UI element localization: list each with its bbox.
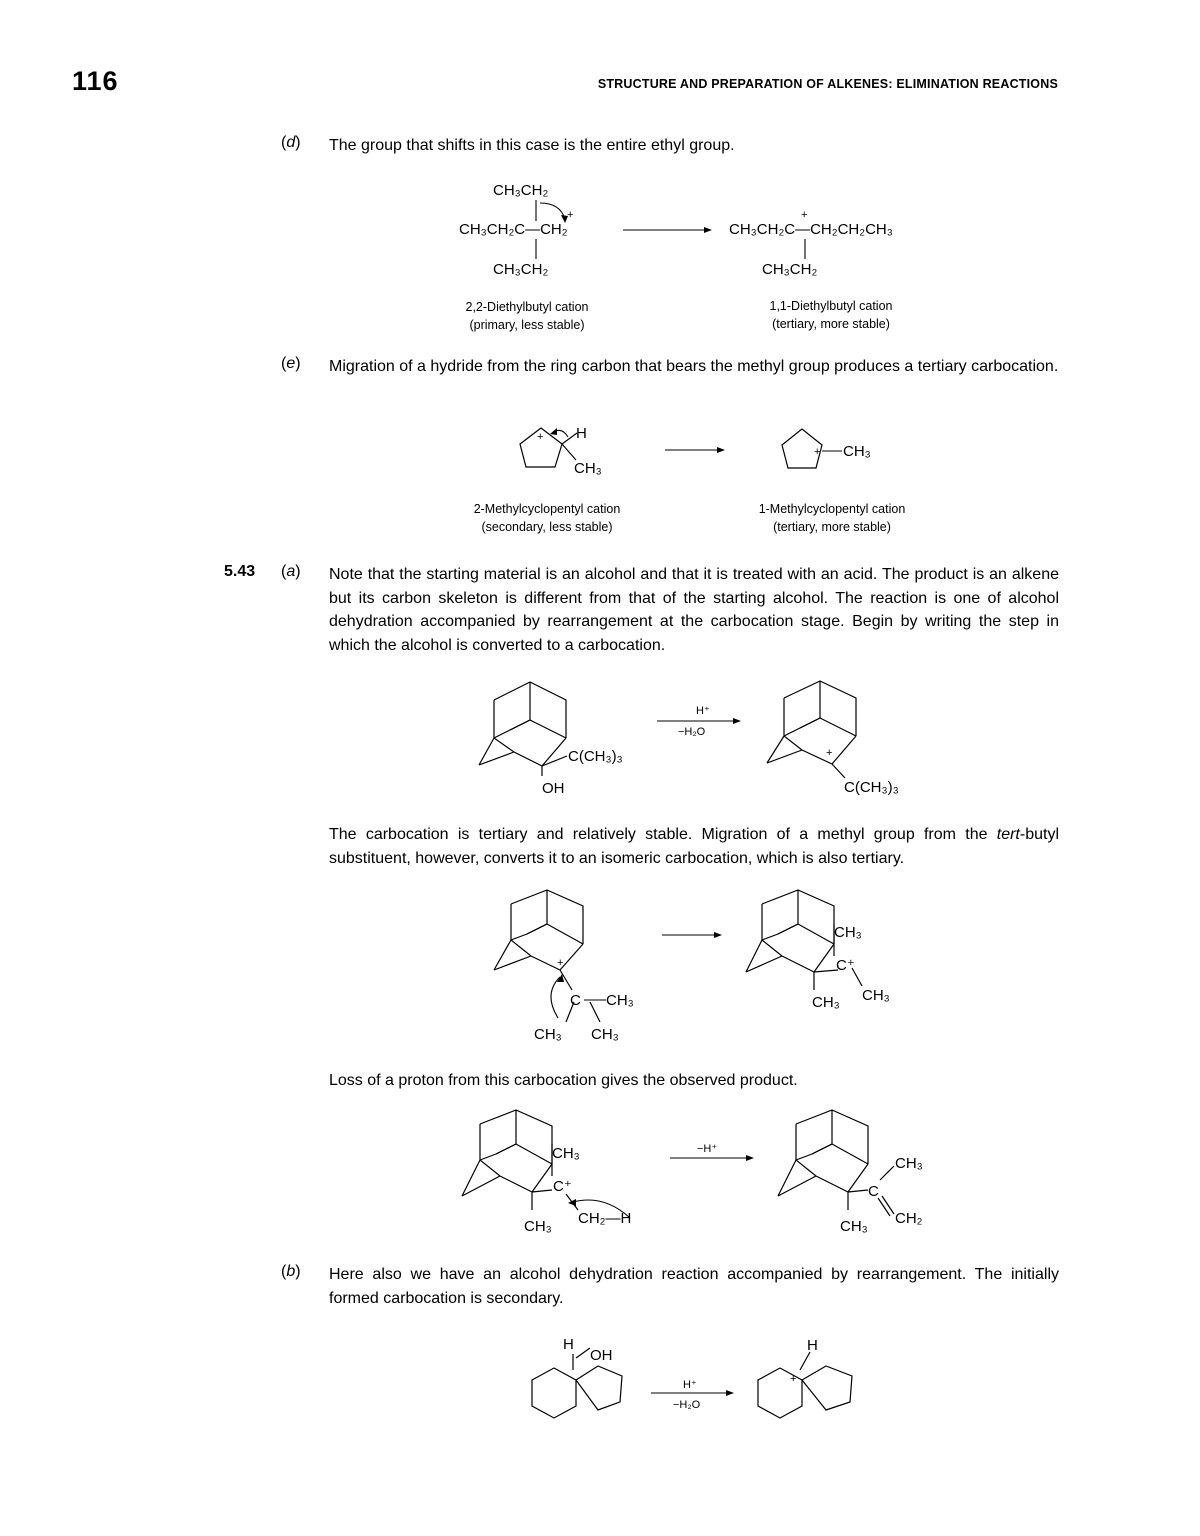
svg-text:+: + <box>537 431 544 443</box>
methylene-h: CH₂—H <box>578 1210 632 1227</box>
caption-d-product: 1,1-Diethylbutyl cation (tertiary, more stable) <box>769 299 893 331</box>
part-b-label: (b) <box>281 1263 301 1280</box>
svg-text:+: + <box>790 1373 797 1385</box>
adamantane-cation-2 <box>494 890 600 1022</box>
svg-text:+: + <box>814 446 821 458</box>
part-a-label: (a) <box>281 563 301 580</box>
adamantane-reactant <box>479 682 567 776</box>
part-a-text3: Loss of a proton from this carbocation gives the observed product. <box>329 1072 798 1089</box>
methylene: CH₂ <box>895 1210 923 1227</box>
ring-methyl: CH₃ <box>812 994 840 1011</box>
svg-text:+: + <box>801 209 808 221</box>
methyl-reactant: CH₃ <box>574 460 602 477</box>
adamantane-cation <box>767 681 856 778</box>
ring-methyl-3: CH₃ <box>840 1218 868 1235</box>
part-e-label: (e) <box>281 355 301 372</box>
hydroxyl: OH <box>542 780 565 797</box>
part-e-text: Migration of a hydride from the ring carbon that bears the methyl group produces a tertiary carbocation. <box>329 358 1059 375</box>
product-ethyl-bottom: CH₃CH₂ <box>762 261 818 278</box>
reagent-water-loss: −H₂O <box>678 726 706 738</box>
scheme-a3 <box>0 1110 1200 1240</box>
part-d-label: (d) <box>281 134 301 151</box>
cation-carbon: C⁺ <box>553 1178 572 1195</box>
part-e-scheme <box>0 415 1200 495</box>
hydride-h: H <box>576 425 587 442</box>
alcohol-oh: OH <box>590 1347 613 1364</box>
caption-e-product: 1-Methylcyclopentyl cation (tertiary, more stable) <box>758 502 906 534</box>
methyl-top: CH₃ <box>552 1145 580 1162</box>
methyl-left: CH₃ <box>534 1026 562 1043</box>
spiro-cation <box>758 1352 852 1418</box>
reagent-proton-loss: −H⁺ <box>697 1143 718 1155</box>
reagent-acid-b: H⁺ <box>683 1379 697 1391</box>
methyl-migration-arrow <box>551 977 560 1018</box>
methyl-bottom: CH₃ <box>591 1026 619 1043</box>
reagent-acid: H⁺ <box>696 705 710 717</box>
svg-text:+: + <box>826 747 833 759</box>
migration-arrow <box>540 203 565 219</box>
new-cation-carbon: C⁺ <box>836 957 855 974</box>
cation-methyl: CH₃ <box>862 987 890 1004</box>
part-a-text: Note that the starting material is an alcohol and that it is treated with an acid. The product is an alkene but its carbon skeleton is different from that of the starting alcohol. The reaction is one of alcohol dehydration accompanied by rearrangement at the carbocation stage. Begin by writing the step in which the alcohol is converted to a carbocation. <box>329 566 1059 654</box>
ethyl-top: CH₃CH₂ <box>493 182 549 199</box>
ethyl-bottom: CH₃CH₂ <box>493 261 549 278</box>
page-number: 116 <box>72 66 119 96</box>
scheme-a1 <box>0 676 1200 806</box>
problem-number: 5.43 <box>224 563 256 580</box>
methyl-product: CH₃ <box>843 443 871 460</box>
product-main: CH₃CH₂C—CH₂CH₂CH₃ <box>729 221 893 238</box>
product-tbutyl: C(CH₃)₃ <box>844 779 899 796</box>
part-d-scheme <box>0 175 1200 278</box>
running-title: STRUCTURE AND PREPARATION OF ALKENES: ELIMINATION REACTIONS <box>597 77 1058 91</box>
caption-d-reactant: 2,2-Diethylbutyl cation (primary, less stable) <box>465 300 589 332</box>
part-b-text: Here also we have an alcohol dehydration reaction accompanied by rearrangement. The initially formed carbocation is secondary. <box>329 1266 1059 1307</box>
alkene-carbon: C <box>868 1183 879 1200</box>
migrated-methyl: CH₃ <box>834 924 862 941</box>
alkene-methyl: CH₃ <box>895 1155 923 1172</box>
svg-text:+: + <box>557 957 564 969</box>
alcohol-h: H <box>563 1336 574 1353</box>
tbutyl-substituent: C(CH₃)₃ <box>568 748 623 765</box>
scheme-a2 <box>0 890 1200 1050</box>
reagent-water-loss-b: −H₂O <box>673 1399 701 1411</box>
adamantane-alkene <box>778 1110 894 1216</box>
cation-h: H <box>807 1337 818 1354</box>
scheme-b <box>0 1330 1200 1430</box>
ring-methyl-2: CH₃ <box>524 1218 552 1235</box>
central-carbon: C <box>570 992 581 1009</box>
caption-e-reactant: 2-Methylcyclopentyl cation (secondary, less stable) <box>473 502 621 534</box>
part-a-text2: The carbocation is tertiary and relatively stable. Migration of a methyl group from the tert-butyl substituent, however, converts it to an isomeric carbocation, which is also tertiary. <box>329 826 1059 867</box>
part-d-text: The group that shifts in this case is the entire ethyl group. <box>329 137 735 154</box>
reactant-main: CH₃CH₂C—CH₂ <box>459 221 568 238</box>
methyl-right: CH₃ <box>606 992 634 1009</box>
svg-text:+: + <box>567 209 574 221</box>
